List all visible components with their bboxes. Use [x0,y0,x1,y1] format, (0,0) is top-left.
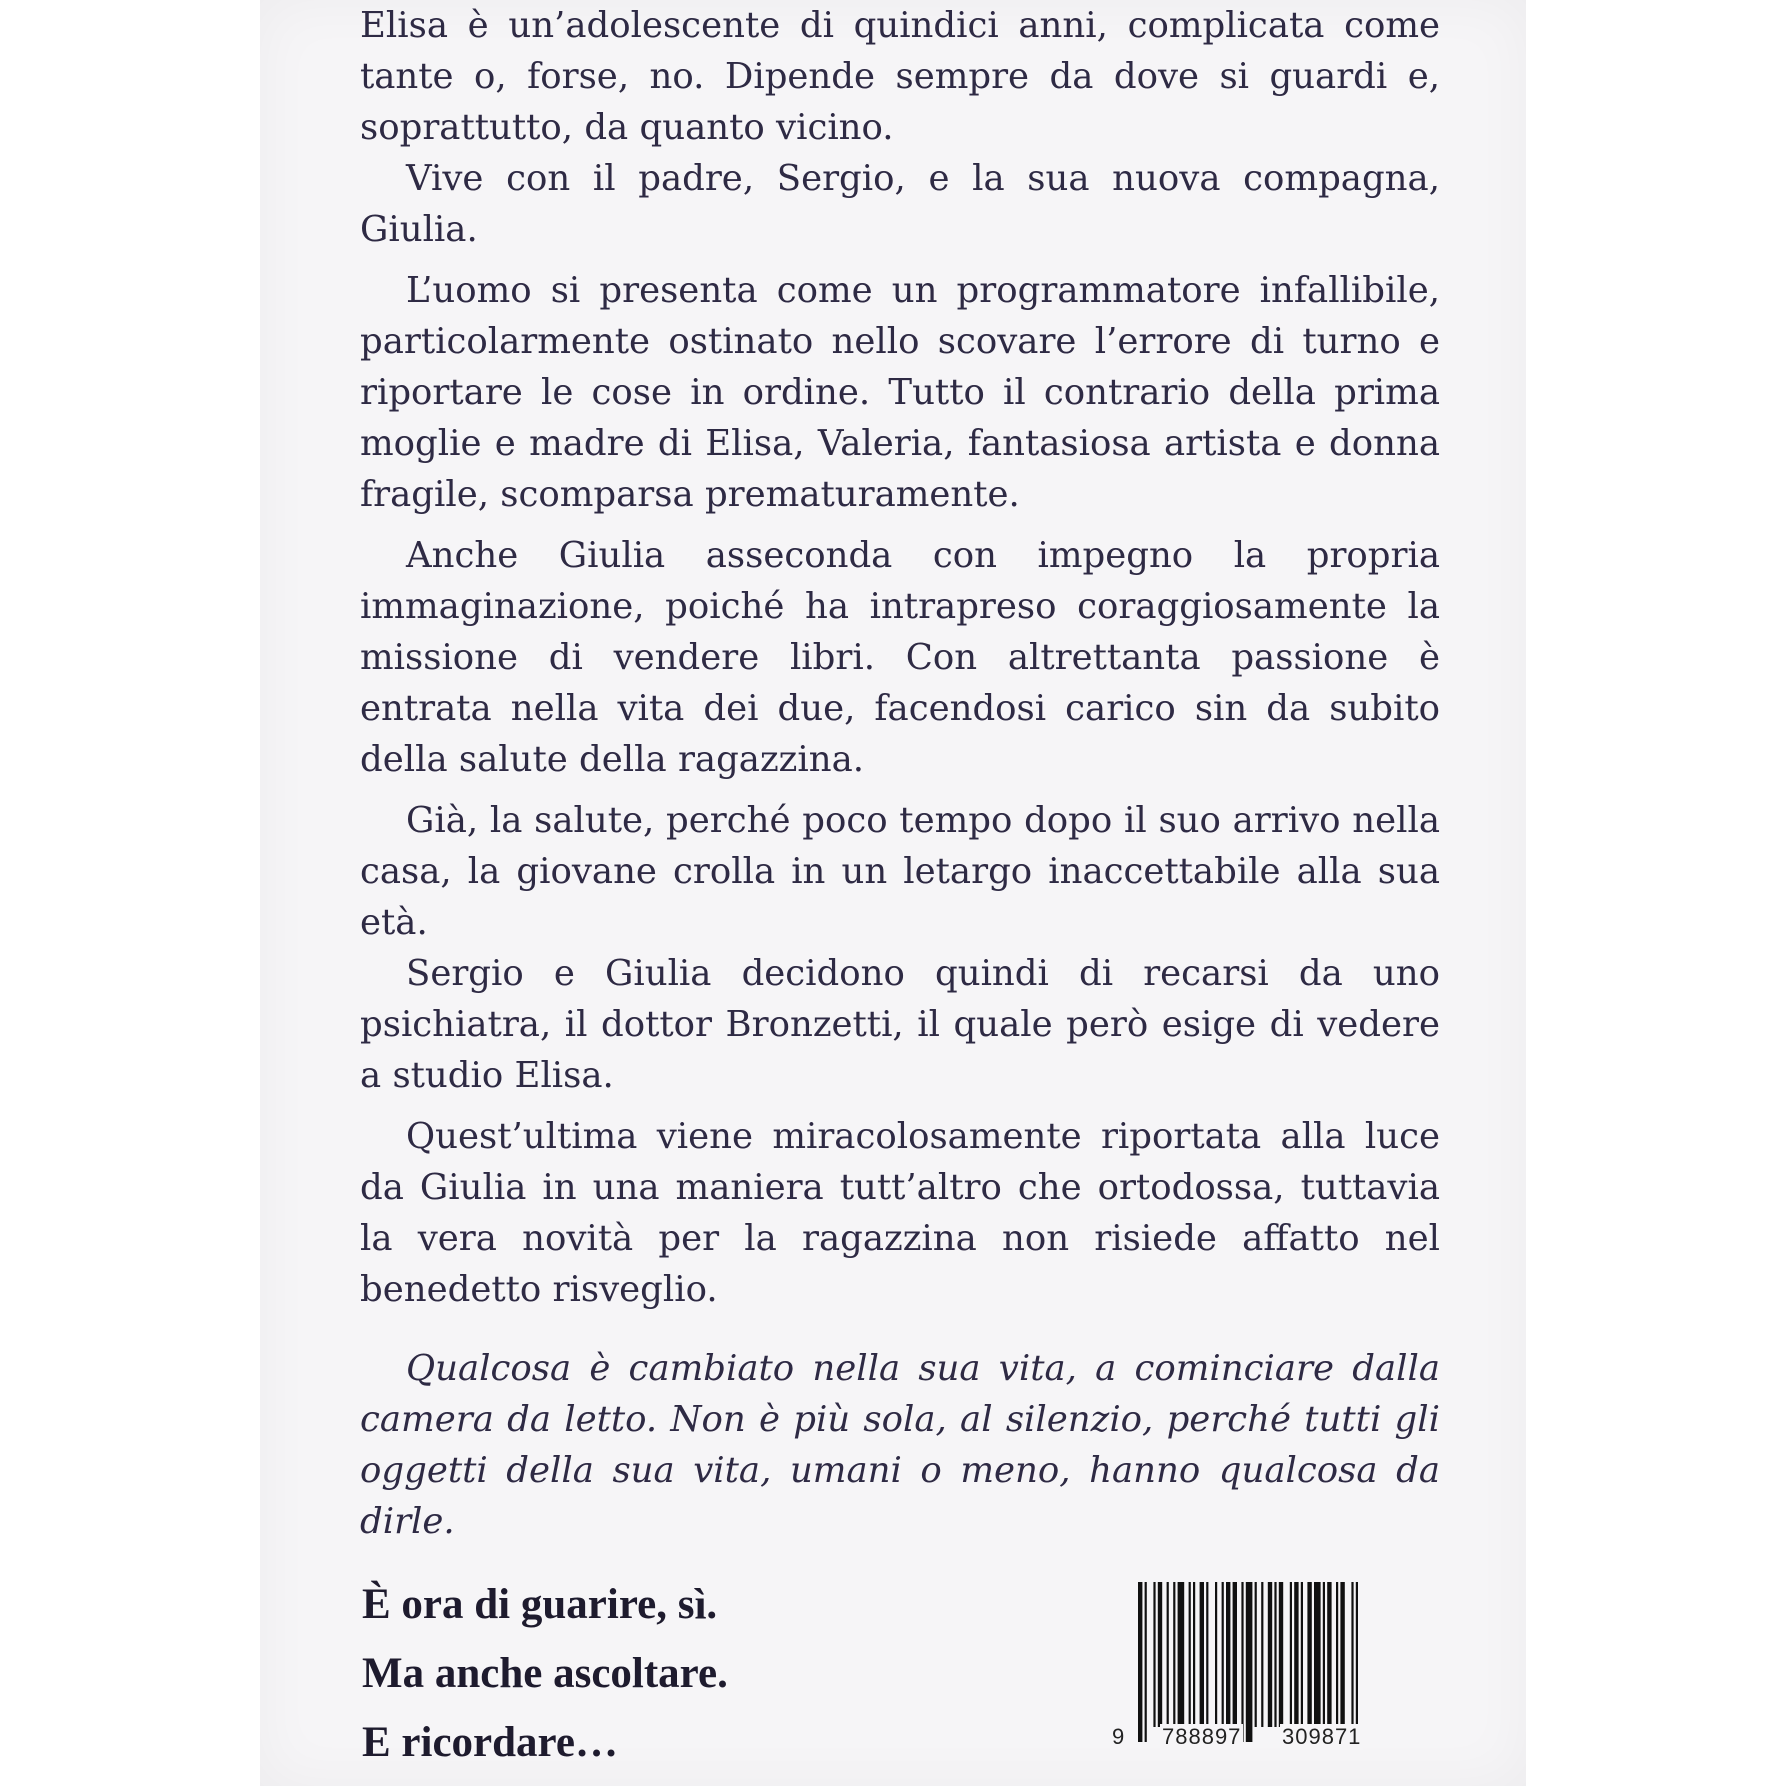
barcode-bar [1279,1582,1283,1727]
barcode-bar [1193,1582,1195,1727]
barcode-bar [1173,1582,1175,1727]
barcode-digits [1110,1724,1430,1754]
barcode-bar [1138,1582,1142,1742]
barcode-bar [1274,1582,1276,1727]
barcode-bar [1206,1582,1208,1727]
barcode-bar [1261,1582,1263,1727]
barcode-bar [1167,1582,1169,1727]
barcode-digits-left: 788897 [1162,1724,1242,1749]
synopsis-paragraph-italic: Qualcosa è cambiato nella sua vita, a cominciare dalla camera da letto. Non è più sola, al silenzio, perché tutti gli oggetti della sua vita, umani o meno, hanno qualcosa da dirle. [360,1348,1440,1542]
barcode-bar [1327,1582,1331,1727]
taglines [362,1570,728,1777]
barcode-bar [1294,1582,1298,1727]
barcode-bar [1233,1582,1237,1727]
barcode-bar [1268,1582,1272,1727]
isbn-barcode [1110,1582,1430,1760]
synopsis-paragraph-5: Già, la salute, perché poco tempo dopo il suo arrivo nella casa, la giovane crolla in un letargo inaccettabile alla sua età. [360,800,1440,943]
barcode-bar [1307,1582,1311,1727]
barcode-bar [1356,1582,1358,1742]
barcode-bar [1246,1582,1253,1742]
barcode-bar [1153,1582,1155,1727]
barcode-bar [1178,1582,1185,1727]
barcode-bar [1336,1582,1338,1727]
barcode-digit-first: 9 [1112,1724,1126,1749]
barcode-bar [1351,1582,1353,1742]
barcode-bar [1222,1582,1224,1727]
tagline-3: E ricordare… [362,1719,618,1766]
barcode-bar [1200,1582,1204,1727]
tagline-1: È ora di guarire, sì. [362,1581,718,1628]
barcode-bar [1226,1582,1230,1727]
barcode-bar [1301,1582,1303,1727]
barcode-bar [1145,1582,1147,1742]
barcode-bar [1314,1582,1321,1727]
synopsis-paragraph-2: Vive con il padre, Sergio, e la sua nuova compagna, Giulia. [360,158,1440,250]
barcode-bars [1110,1582,1430,1742]
synopsis-paragraph-3: L’uomo si presenta come un programmatore infallibile, particolarmente ostinato nello scovare l’errore di turno e riportare le cose in ordine. Tutto il contrario della prima moglie e madre di Elisa, Valeria, fantasiosa artista e donna fragile, scomparsa prematuramente. [360,270,1440,515]
barcode-bar [1323,1582,1325,1727]
barcode-bar [1340,1582,1344,1727]
synopsis-paragraph-4: Anche Giulia asseconda con impegno la propria immaginazione, poiché ha intrapreso coraggiosamente la missione di vendere libri. Con altrettanta passione è entrata nella vita dei due, facendosi carico sin da subito della salute della ragazzina. [360,535,1440,780]
barcode-bar [1290,1582,1292,1727]
synopsis-paragraph-7: Quest’ultima viene miracolosamente riportata alla luce da Giulia in una maniera tutt’altro che ortodossa, tuttavia la vera novità per la ragazzina non risiede affatto nel benedetto risveglio. [360,1116,1440,1310]
barcode-digits-right: 309871 [1282,1724,1362,1749]
barcode-bar [1189,1582,1191,1727]
barcode-bar [1255,1582,1257,1727]
tagline-2: Ma anche ascoltare. [362,1650,728,1697]
synopsis-paragraph-1: Elisa è un’adolescente di quindici anni, complicata come tante o, forse, no. Dipende sempre da dove si guardi e, soprattutto, da quanto vicino. [360,5,1440,148]
synopsis-paragraph-6: Sergio e Giulia decidono quindi di recarsi da uno psichiatra, il dottor Bronzetti, il quale però esige di vedere a studio Elisa. [360,953,1440,1096]
barcode-bar [1241,1582,1243,1742]
barcode-bar [1158,1582,1162,1727]
synopsis [360,0,1440,1547]
barcode-bar [1215,1582,1217,1727]
